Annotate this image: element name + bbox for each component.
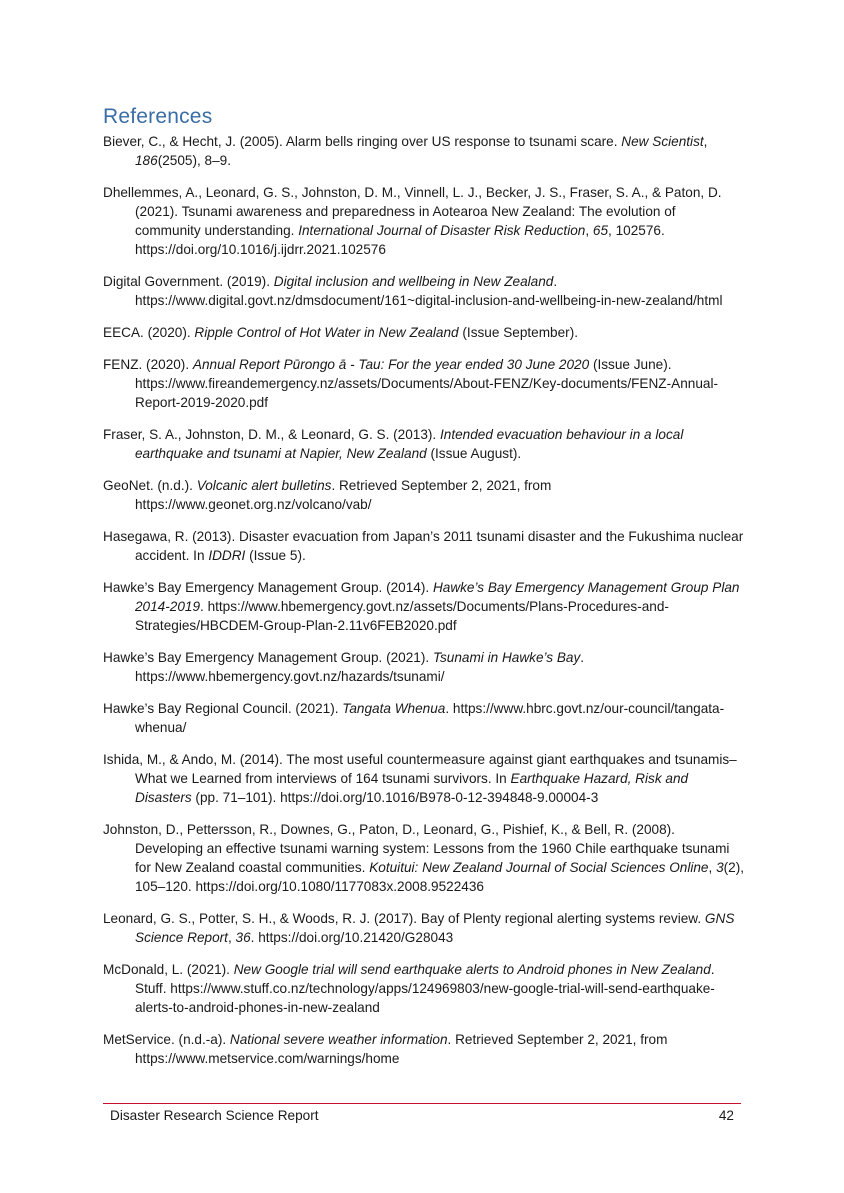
reference-item: MetService. (n.d.-a). National severe weather information. Retrieved September 2, 2021, from https://www.metservice.com/warnings/home — [103, 1032, 668, 1066]
reference-item: McDonald, L. (2021). New Google trial will send earthquake alerts to Android phones in New Zealand. Stuff. https://www.stuff.co.nz/technology/apps/124969803/new-google-trial-will-send-earthquake-alerts-to-android-phones-in-new-zealand — [103, 962, 715, 1015]
reference-item: Digital Government. (2019). Digital inclusion and wellbeing in New Zealand. https://www.digital.govt.nz/dmsdocument/161~digital-inclusion-and-wellbeing-in-new-zealand/html — [103, 274, 723, 308]
reference-item: Ishida, M., & Ando, M. (2014). The most useful countermeasure against giant earthquakes and tsunamis– What we Learned from interviews of 164 tsunami survivors. In Earthquake Hazard, Risk and Disasters (pp. 71–101). https://doi.org/10.1016/B978-0-12-394848-9.00004-3 — [103, 752, 737, 805]
page-number: 42 — [718, 1108, 734, 1123]
reference-item: GeoNet. (n.d.). Volcanic alert bulletins. Retrieved September 2, 2021, from https://www.geonet.org.nz/volcano/vab/ — [103, 478, 552, 512]
reference-item: Hasegawa, R. (2013). Disaster evacuation from Japan’s 2011 tsunami disaster and the Fukushima nuclear accident. In IDDRI (Issue 5). — [103, 529, 744, 563]
reference-item: Fraser, S. A., Johnston, D. M., & Leonard, G. S. (2013). Intended evacuation behaviour in a local earthquake and tsunami at Napier, New Zealand (Issue August). — [103, 427, 684, 461]
footer-report-title: Disaster Research Science Report — [110, 1108, 319, 1123]
reference-item: Leonard, G. S., Potter, S. H., & Woods, R. J. (2017). Bay of Plenty regional alerting systems review. GNS Science Report, 36. https://doi.org/10.21420/G28043 — [103, 911, 735, 945]
section-heading: References — [103, 105, 213, 128]
reference-item: Hawke’s Bay Emergency Management Group. (2014). Hawke’s Bay Emergency Management Group Plan 2014-2019. https://www.hbemergency.govt.nz/assets/Documents/Plans-Procedures-and-Strategies/HBCDEM-Group-Plan-2.11v6FEB2020.pdf — [103, 580, 740, 633]
reference-item: Hawke’s Bay Emergency Management Group. (2021). Tsunami in Hawke’s Bay. https://www.hbemergency.govt.nz/hazards/tsunami/ — [103, 650, 585, 684]
reference-item: Johnston, D., Pettersson, R., Downes, G., Paton, D., Leonard, G., Pishief, K., & Bell, R. (2008). Developing an effective tsunami warning system: Lessons from the 1960 Chile earthquake tsunami for New Zealand coastal communities. Kotuitui: New Zealand Journal of Social Sciences Online, 3(2), 105–120. https://doi.org/10.1080/1177083x.2008.9522436 — [103, 822, 745, 894]
reference-item: Biever, C., & Hecht, J. (2005). Alarm bells ringing over US response to tsunami scare. New Scientist, 186(2505), 8–9. — [103, 134, 708, 168]
reference-item: EECA. (2020). Ripple Control of Hot Water in New Zealand (Issue September). — [103, 325, 578, 340]
reference-item: FENZ. (2020). Annual Report Pūrongo ā - Tau: For the year ended 30 June 2020 (Issue June). https://www.fireandemergency.nz/assets/Documents/About-FENZ/Key-documents/FENZ-Annual-Report-2019-2020.pdf — [103, 357, 718, 410]
reference-item: Hawke’s Bay Regional Council. (2021). Tangata Whenua. https://www.hbrc.govt.nz/our-council/tangata-whenua/ — [103, 701, 725, 735]
reference-item: Dhellemmes, A., Leonard, G. S., Johnston, D. M., Vinnell, L. J., Becker, J. S., Fraser, S. A., & Paton, D. (2021). Tsunami awareness and preparedness in Aotearoa New Zealand: The evolution of community understanding. International Journal of Disaster Risk Reduction, 65, 102576. https://doi.org/10.1016/j.ijdrr.2021.102576 — [103, 185, 722, 257]
footer-divider — [103, 1103, 741, 1104]
reference-list — [103, 132, 745, 1081]
